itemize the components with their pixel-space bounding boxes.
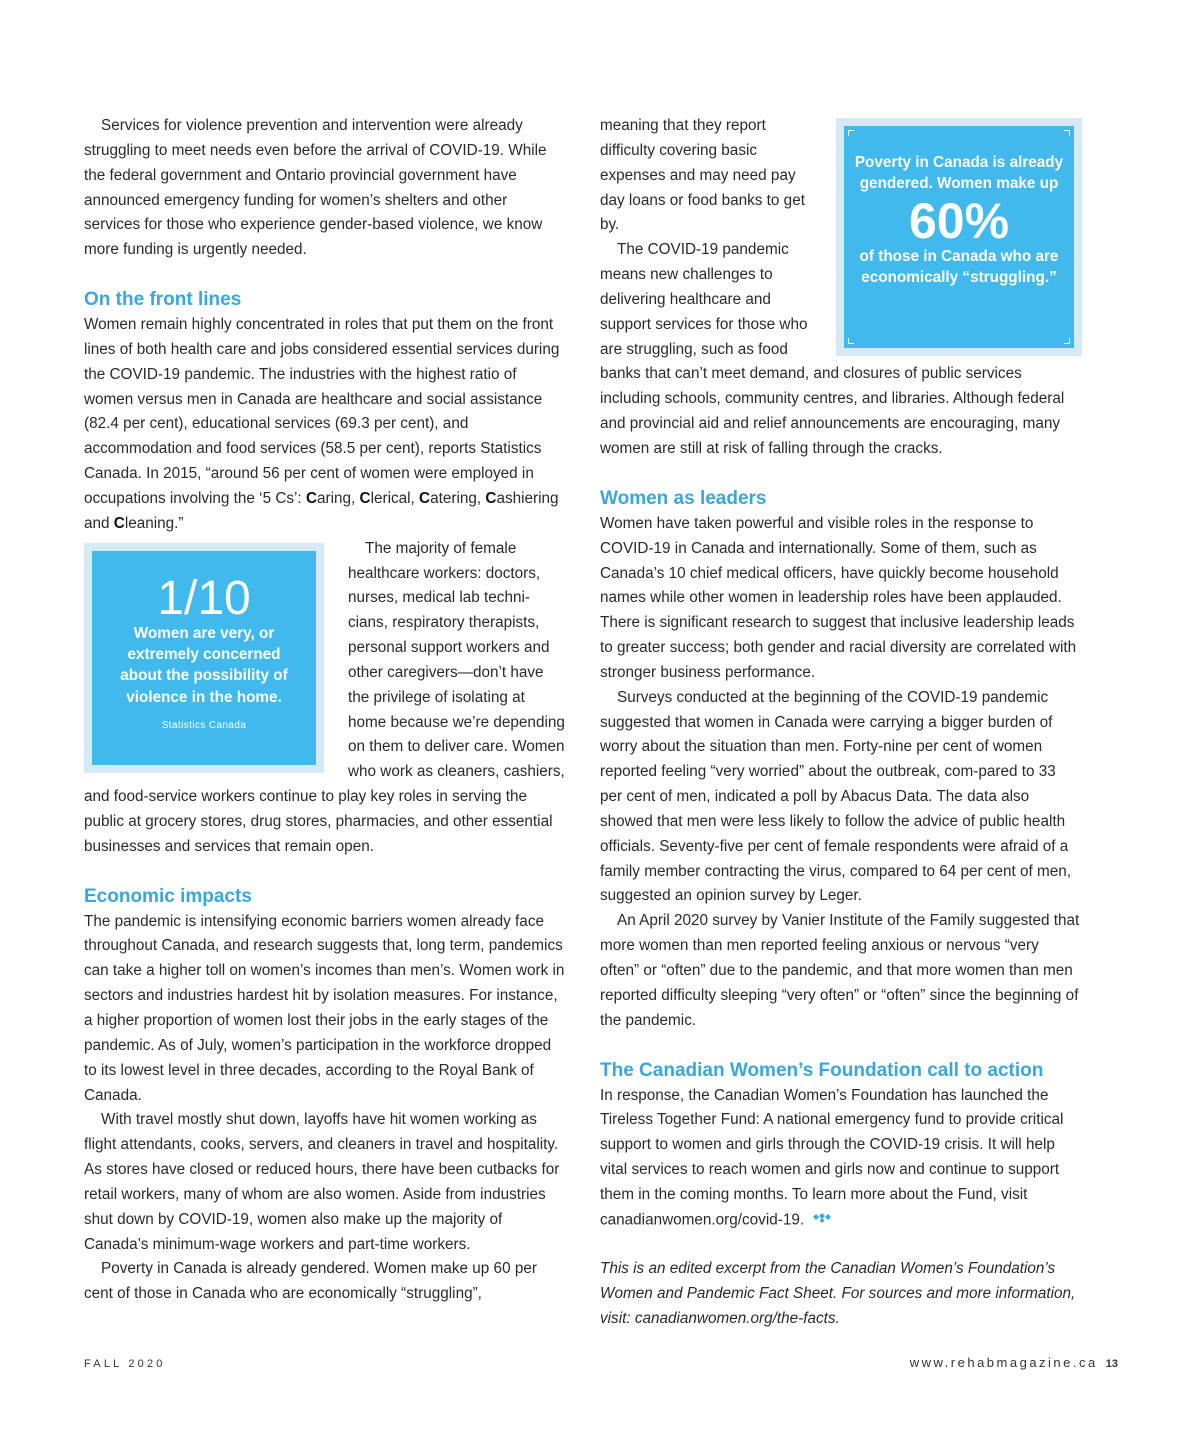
section-heading-economic-impacts: Economic impacts xyxy=(84,885,252,907)
callout-source: Statistics Canada xyxy=(161,719,247,731)
paragraph: Women remain highly concentrated in roles that put them on the front lines of both health care and jobs considered essential services during the COVID-19 pandemic. The industries with the highest ratio of women versus men in Canada are healthcare and social assistance (82.4 per cent), educational services (69.3 per cent), and accommodation and food services (58.5 per cent), reports Statistics Canada. In 2015, “around 56 per cent of women were employed in occupations involving the ‘5 Cs’: Caring, Clerical, Catering, Cashiering and Cleaning.” xyxy=(84,316,560,532)
paragraph: Surveys conducted at the beginning of the COVID-19 pandemic suggested that women in Canada were carrying a bigger burden of worry about the situation than men. Forty-nine per cent of women reported feeling “very worried” about the outbreak, com-pared to 33 per cent of men, indicated a poll by Abacus Data. The data also showed that men were less likely to follow the advice of public health officials. Seventy-five per cent of female respondents were afraid of a family member contracting the virus, compared to 64 per cent of men, suggested an opinion survey by Leger. xyxy=(600,688,1072,905)
left-column xyxy=(84,114,567,1307)
paragraph: Poverty in Canada is already gendered. Women make up 60 per cent of those in Canada who are economically “struggling”, xyxy=(84,1260,537,1303)
callout-text-top: Poverty in Canada is already gendered. Women make up xyxy=(854,154,1064,193)
footer-site xyxy=(910,1355,1118,1370)
callout-text-bottom: of those in Canada who are economically “struggling.” xyxy=(859,247,1059,286)
paragraph: With travel mostly shut down, layoffs have hit women working as flight attendants, cooks, servers, and cleaners in travel and hospitality. As stores have closed or reduced hours, there have been cutbacks for retail workers, many of whom are also women. Aside from industries shut down by COVID-19, women also make up the majority of Canada’s minimum-wage workers and part-time workers. xyxy=(84,1111,560,1253)
paragraph: Women have taken powerful and visible roles in the response to COVID-19 in Canada and internationally. Some of them, such as Canada’s 10 chief medical officers, have quickly become household names while other women in leadership roles have been applauded. There is significant research to suggest that inclusive leadership leads to greater success; both gender and racial diversity are correlated with stronger business performance. xyxy=(600,514,1077,681)
end-of-article-icon xyxy=(812,1208,832,1233)
section-heading-call-to-action: The Canadian Women’s Foundation call to action xyxy=(600,1059,1044,1081)
paragraph: An April 2020 survey by Vanier Institute of the Family suggested that more women than men reported feeling anxious or nervous “very often” or “often” due to the pandemic, and that more women than men reported difficulty sleeping “very often” or “often” since the beginning of the pandemic. xyxy=(600,912,1080,1029)
callout-poverty-stat xyxy=(836,118,1082,356)
footer-url[interactable]: www.rehabmagazine.ca xyxy=(909,1355,1098,1370)
source-note: This is an edited excerpt from the Canadian Women’s Foundation’s Women and Pandemic Fact Sheet. For sources and more information, visit: canadianwomen.org/the-facts. xyxy=(600,1260,1076,1327)
paragraph: The majority of female healthcare workers: doctors, nurses, medical lab techni-cians, respiratory therapists, personal support workers and other caregivers—don’t have the privilege of isolating at home because we’re depending on them to deliver care. Women who work as cleaners, cashiers, and food-service workers continue to play key roles in serving the public at grocery stores, drug stores, pharmacies, and other essential businesses and services that remain open. xyxy=(84,539,565,855)
paragraph: Services for violence prevention and intervention were already struggling to meet needs even before the arrival of COVID-19. While the federal government and Ontario provincial government have announced emergency funding for women’s shelters and other services for those who experience gender-based violence, we know more funding is urgently needed. xyxy=(84,117,547,259)
callout-violence-stat xyxy=(84,543,324,773)
page-number: 13 xyxy=(1105,1358,1118,1370)
section-heading-front-lines: On the front lines xyxy=(84,289,242,311)
section-heading-women-as-leaders: Women as leaders xyxy=(600,487,767,509)
callout-text: Women are very, or extremely concerned about the possibility of violence in the home. xyxy=(120,624,288,706)
footer-issue: FALL 2020 xyxy=(84,1358,166,1370)
paragraph: The pandemic is intensifying economic barriers women already face throughout Canada, and research suggests that, long term, pandemics can take a higher toll on women’s incomes than men’s. Women work in sectors and industries hardest hit by isolation measures. For instance, a higher proportion of women lost their jobs in the early stages of the pandemic. As of July, women’s participation in the workforce dropped to its lowest level in three decades, according to the Royal Bank of Canada. xyxy=(84,912,565,1104)
callout-stat: 60% xyxy=(908,192,1010,249)
paragraph: In response, the Canadian Women’s Foundation has launched the Tireless Together Fund: A national emergency fund to provide critical support to women and girls through the COVID-19 crisis. It will help vital services to reach women and girls now and continue to support them in the coming months. To learn more about the Fund, visit canadianwomen.org/covid-19. xyxy=(600,1084,1082,1234)
paragraph: The COVID-19 pandemic means new challenges to delivering healthcare and support services for those who are struggling, such as food banks that can’t meet demand, and closures of public services including schools, community centres, and libraries. Although federal and provincial aid and relief announcements are encouraging, many women are still at risk of falling through the cracks. xyxy=(600,241,1065,457)
callout-stat: 1/10 xyxy=(157,571,251,625)
paragraph: meaning that they report difficulty covering basic expenses and may need pay day loans or food banks to get by. xyxy=(600,117,805,234)
right-column xyxy=(600,114,1082,1332)
